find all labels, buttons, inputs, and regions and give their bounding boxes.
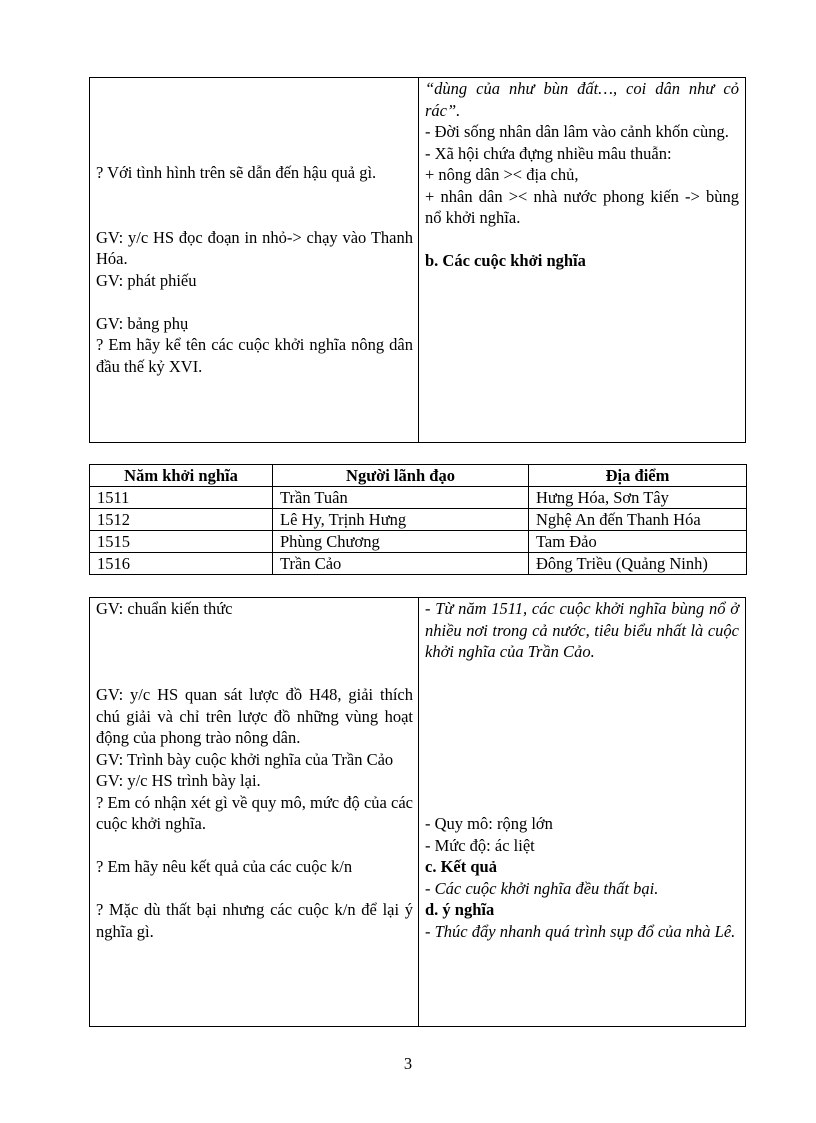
cell-location: Tam Đảo [529, 531, 747, 553]
life-hardship: - Đời sống nhân dân lâm vào cảnh khốn cùng. [425, 122, 729, 141]
meaning-answer: - Thúc đẩy nhanh quá trình sụp đổ của nhà Lê. [425, 921, 736, 941]
cell-year: 1511 [90, 487, 273, 509]
cell-year: 1515 [90, 531, 273, 553]
section-heading-b: b. Các cuộc khởi nghĩa [425, 251, 586, 270]
cell-year: 1512 [90, 509, 273, 531]
teacher-column [90, 78, 419, 442]
content-column [418, 598, 745, 1026]
social-conflicts: - Xã hội chứa đựng nhiều mâu thuẫn: [425, 143, 672, 163]
teacher-knowledge: GV: chuẩn kiến thức [96, 599, 233, 618]
section-heading-c: c. Kết quả [425, 857, 497, 876]
cell-leader: Trần Tuân [273, 487, 529, 509]
cell-leader: Lê Hy, Trịnh Hưng [273, 509, 529, 531]
uprisings-table [89, 464, 747, 575]
conflict-peasants: + nông dân >< địa chủ, [425, 165, 579, 184]
section-heading-d: d. ý nghĩa [425, 900, 495, 919]
header-leader: Người lãnh đạo [273, 465, 529, 487]
content-column [418, 78, 745, 442]
cell-leader: Trần Cảo [273, 553, 529, 575]
table-row [90, 553, 747, 575]
lesson-block-1 [89, 77, 746, 443]
intensity-answer: - Mức độ: ác liệt [425, 835, 535, 855]
header-year: Năm khởi nghĩa [90, 465, 273, 487]
question-list-uprisings: ? Em hãy kể tên các cuộc khởi nghĩa nông dân đầu thế kỷ XVI. [96, 335, 413, 376]
teacher-instruction-read: GV: y/c HS đọc đoạn in nhỏ-> chạy vào Thanh Hóa. [96, 227, 413, 268]
teacher-instruction-handout: GV: phát phiếu [96, 270, 197, 290]
cell-location: Hưng Hóa, Sơn Tây [529, 487, 747, 509]
question-scale: ? Em có nhận xét gì về quy mô, mức độ của các cuộc khởi nghĩa. [96, 792, 413, 833]
lesson-block-2 [89, 597, 746, 1027]
question-result: ? Em hãy nêu kết quả của các cuộc k/n [96, 857, 353, 876]
table-row [90, 487, 747, 509]
teacher-map-instruction: GV: y/c HS quan sát lược đồ H48, giải thích chú giải và chỉ trên lược đồ những vùng hoạt động của phong trào nông dân. [96, 685, 413, 747]
teacher-instruction-board: GV: bảng phụ [96, 313, 189, 333]
cell-year: 1516 [90, 553, 273, 575]
teacher-column [90, 598, 419, 1026]
result-answer: - Các cuộc khởi nghĩa đều thất bại. [425, 878, 659, 898]
question-meaning: ? Mặc dù thất bại nhưng các cuộc k/n để lại ý nghĩa gì. [96, 900, 413, 941]
table-header-row [90, 465, 747, 487]
cell-location: Nghệ An đến Thanh Hóa [529, 509, 747, 531]
page-number: 3 [403, 1054, 413, 1073]
table-row [90, 531, 747, 553]
header-location: Địa điểm [529, 465, 747, 487]
question-consequence: ? Với tình hình trên sẽ dẫn đến hậu quả gì. [96, 163, 377, 182]
scale-answer: - Quy mô: rộng lớn [425, 814, 553, 833]
uprisings-summary: - Từ năm 1511, các cuộc khởi nghĩa bùng nổ ở nhiều nơi trong cả nước, tiêu biểu nhất là cuộc khởi nghĩa của Trần Cảo. [425, 599, 739, 661]
cell-leader: Phùng Chương [273, 531, 529, 553]
table-row [90, 509, 747, 531]
teacher-retell: GV: y/c HS trình bày lại. [96, 771, 261, 790]
conflict-people: + nhân dân >< nhà nước phong kiến -> bùng nổ khởi nghĩa. [425, 186, 739, 227]
cell-location: Đông Triều (Quảng Ninh) [529, 553, 747, 575]
teacher-present: GV: Trình bày cuộc khởi nghĩa của Trần Cảo [96, 749, 394, 769]
quote-text: “dùng của như bùn đất…, coi dân như cỏ rác”. [425, 79, 739, 120]
